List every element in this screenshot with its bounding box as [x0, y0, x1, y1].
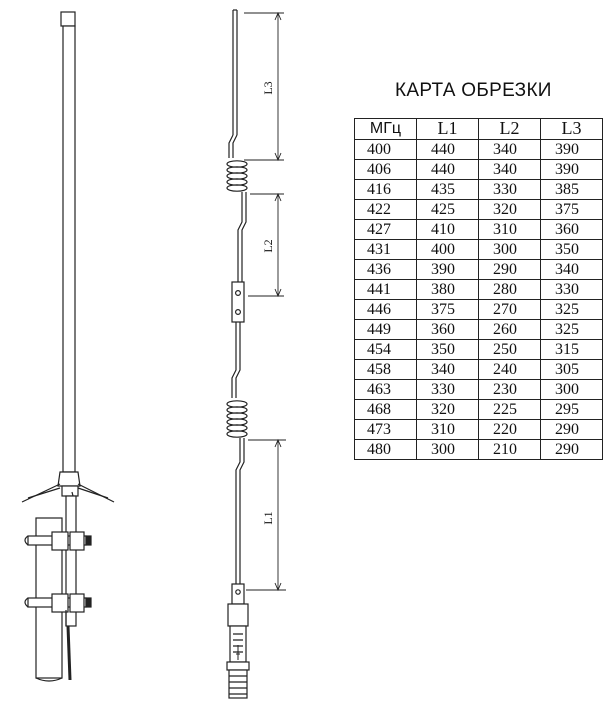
table-cell: 225 — [479, 399, 541, 419]
table-cell: 325 — [541, 299, 603, 319]
table-cell: 305 — [541, 359, 603, 379]
table-cell: 406 — [355, 159, 417, 179]
table-cell: 473 — [355, 419, 417, 439]
table-cell: 330 — [417, 379, 479, 399]
table-cell: 375 — [417, 299, 479, 319]
dim-label-l1: L1 — [261, 511, 275, 525]
table-cell: 290 — [479, 259, 541, 279]
table-row — [355, 319, 603, 339]
table-row — [355, 399, 603, 419]
table-row — [355, 239, 603, 259]
column-header-l2: L2 — [479, 119, 541, 140]
table-row — [355, 159, 603, 179]
table-cell: 330 — [479, 179, 541, 199]
table-cell: 310 — [417, 419, 479, 439]
dim-label-l3: L3 — [261, 81, 275, 95]
table-cell: 390 — [541, 139, 603, 159]
table-cell: 454 — [355, 339, 417, 359]
table-cell: 435 — [417, 179, 479, 199]
table-cell: 350 — [541, 239, 603, 259]
table-cell: 449 — [355, 319, 417, 339]
table-cell: 290 — [541, 439, 603, 459]
column-header-mhz: МГц — [355, 119, 417, 140]
table-header-row — [355, 119, 603, 140]
table-cell: 315 — [541, 339, 603, 359]
table-cell: 427 — [355, 219, 417, 239]
table-cell: 300 — [541, 379, 603, 399]
table-cell: 360 — [541, 219, 603, 239]
table-cell: 295 — [541, 399, 603, 419]
table-row — [355, 339, 603, 359]
table-title: КАРТА ОБРЕЗКИ — [395, 80, 552, 101]
dimension-lines — [244, 13, 286, 590]
table-cell: 340 — [479, 139, 541, 159]
table-cell: 290 — [541, 419, 603, 439]
table-cell: 320 — [417, 399, 479, 419]
table-cell: 440 — [417, 159, 479, 179]
table-cell: 250 — [479, 339, 541, 359]
column-header-l1: L1 — [417, 119, 479, 140]
table-cell: 463 — [355, 379, 417, 399]
table-cell: 390 — [541, 159, 603, 179]
column-header-l3: L3 — [541, 119, 603, 140]
table-cell: 340 — [417, 359, 479, 379]
table-cell: 280 — [479, 279, 541, 299]
table-cell: 350 — [417, 339, 479, 359]
dim-label-l2: L2 — [261, 239, 275, 253]
table-cell: 300 — [479, 239, 541, 259]
table-cell: 360 — [417, 319, 479, 339]
table-row — [355, 439, 603, 459]
table-cell: 422 — [355, 199, 417, 219]
table-row — [355, 299, 603, 319]
table-cell: 480 — [355, 439, 417, 459]
table-cell: 270 — [479, 299, 541, 319]
radiator-element — [227, 10, 249, 698]
table-cell: 340 — [541, 259, 603, 279]
table-cell: 340 — [479, 159, 541, 179]
table-cell: 375 — [541, 199, 603, 219]
table-cell: 400 — [417, 239, 479, 259]
table-row — [355, 179, 603, 199]
table-cell: 440 — [417, 139, 479, 159]
table-cell: 300 — [417, 439, 479, 459]
table-row — [355, 219, 603, 239]
table-row — [355, 379, 603, 399]
table-row — [355, 259, 603, 279]
table-cell: 458 — [355, 359, 417, 379]
trim-table — [354, 118, 603, 460]
table-cell: 416 — [355, 179, 417, 199]
connector — [227, 584, 249, 698]
table-row — [355, 199, 603, 219]
table-cell: 446 — [355, 299, 417, 319]
table-cell: 441 — [355, 279, 417, 299]
table-cell: 260 — [479, 319, 541, 339]
table-cell: 390 — [417, 259, 479, 279]
table-row — [355, 419, 603, 439]
table-cell: 425 — [417, 199, 479, 219]
table-row — [355, 139, 603, 159]
table-cell: 436 — [355, 259, 417, 279]
table-cell: 385 — [541, 179, 603, 199]
table-cell: 230 — [479, 379, 541, 399]
table-cell: 410 — [417, 219, 479, 239]
antenna-assembly — [22, 12, 114, 681]
table-cell: 468 — [355, 399, 417, 419]
table-cell: 330 — [541, 279, 603, 299]
coil-lower — [227, 401, 247, 437]
table-cell: 320 — [479, 199, 541, 219]
table-cell: 210 — [479, 439, 541, 459]
table-cell: 400 — [355, 139, 417, 159]
table-cell: 240 — [479, 359, 541, 379]
coil-upper — [227, 161, 247, 191]
table-row — [355, 359, 603, 379]
table-cell: 310 — [479, 219, 541, 239]
table-cell: 380 — [417, 279, 479, 299]
table-cell: 325 — [541, 319, 603, 339]
table-row — [355, 279, 603, 299]
table-cell: 220 — [479, 419, 541, 439]
table-cell: 431 — [355, 239, 417, 259]
